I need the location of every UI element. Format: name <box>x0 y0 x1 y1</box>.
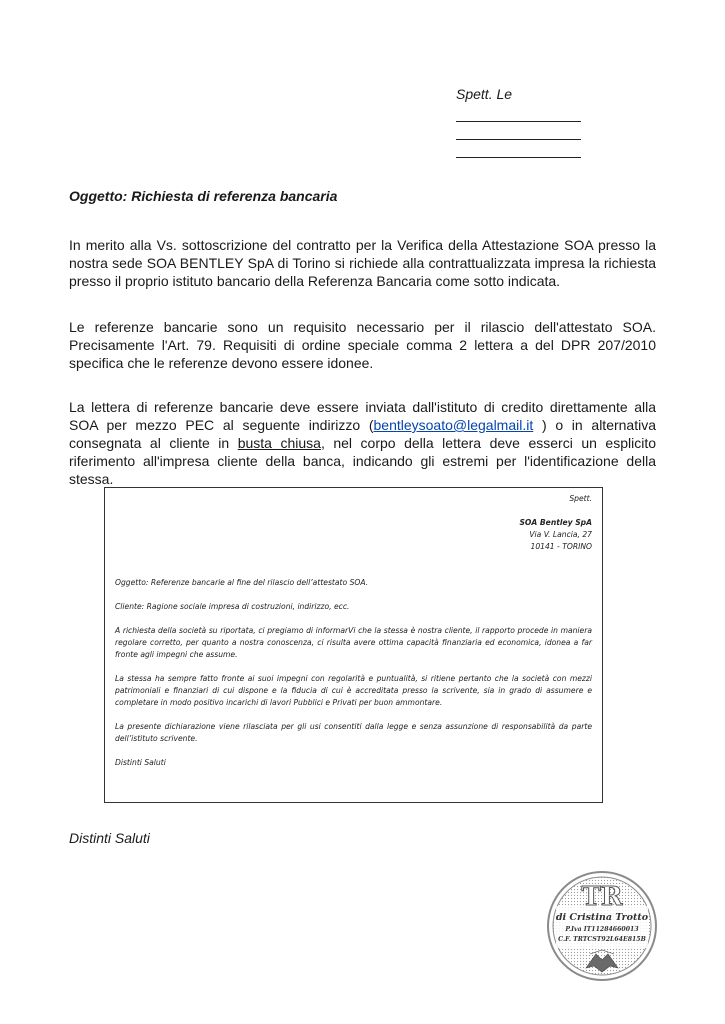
address-line-2 <box>456 122 581 140</box>
delivery-text-2: ) o in alternativa consegnata al cliente in <box>69 417 657 451</box>
template-letter-box <box>104 487 603 803</box>
template-para-1: A richiesta della società su riportata, ci pregiamo di informarVi che la stessa è nostra cliente, il rapporto procede in maniera regolare corretto, per quanto a nostra conoscenza, ci risulta avere ottima capacità finanziaria ed economica, idonea a far fronte agli impegni che assume. <box>115 626 592 659</box>
paragraph-delivery <box>69 398 656 488</box>
delivery-text-1: La lettera di referenze bancarie deve essere inviata dall'istituto di credito direttamente alla SOA per mezzo PEC al seguente indirizzo ( <box>69 399 656 433</box>
company-stamp <box>546 870 658 982</box>
address-line-3 <box>456 140 581 158</box>
stamp-cf: C.F. TRTCST92L64E815B <box>558 936 646 943</box>
address-line-1 <box>456 104 581 122</box>
template-company: SOA Bentley SpA <box>519 518 592 527</box>
template-para-3: La presente dichiarazione viene rilasciata per gli usi consentiti dalla legge e senza assunzione di responsabilità da parte dell’istituto scrivente. <box>115 722 592 743</box>
paragraph-contract: In merito alla Vs. sottoscrizione del contratto per la Verifica della Attestazione SOA presso la nostra sede SOA BENTLEY SpA di Torino si richiede alla contrattualizzata impresa la richiesta presso il proprio istituto bancario della Referenza Bancaria come sotto indicata. <box>69 237 656 289</box>
stamp-monogram: TR <box>581 882 623 912</box>
template-street: Via V. Lancia, 27 <box>529 530 592 539</box>
template-body <box>115 577 592 781</box>
template-oggetto: Oggetto: Referenze bancarie al fine del rilascio dell’attestato SOA. <box>115 578 369 587</box>
sealed-envelope-text: busta chiusa <box>237 435 321 451</box>
delivery-text-3: , nel corpo della lettera deve esserci un esplicito riferimento all'impresa cliente della banca, indicando gli estremi per l'identificazione della stessa. <box>69 435 656 487</box>
paragraph-requirements: Le referenze bancarie sono un requisito necessario per il rilascio dell'attestato SOA. Precisamente l'Art. 79. Requisiti di ordine speciale comma 2 lettera a del DPR 207/2010 specifica che le referenze devono essere idonee. <box>69 319 656 371</box>
template-para-2: La stessa ha sempre fatto fronte ai suoi impegni con regolarità e puntualità, si ritiene pertanto che la società con mezzi patrimoniali e finanziari di cui dispone e la fiducia di cui è accreditata presso la scrivente, sia in grado di assumere e completare in modo positivo incarichi di lavori Pubblici e Privati per buon ammontare. <box>115 674 592 707</box>
stamp-name: di Cristina Trotto <box>555 912 649 923</box>
template-spett: Spett. <box>569 494 592 503</box>
template-cliente: Cliente: Ragione sociale impresa di costruzioni, indirizzo, ecc. <box>115 602 350 611</box>
letter-subject: Oggetto: Richiesta di referenza bancaria <box>69 188 338 204</box>
recipient-block <box>456 86 586 158</box>
letter-closing: Distinti Saluti <box>69 830 150 846</box>
recipient-salutation: Spett. Le <box>456 86 513 102</box>
template-address <box>519 517 592 553</box>
stamp-piva: P.Iva IT11284660013 <box>565 926 639 933</box>
template-city: 10141 - TORINO <box>530 542 592 551</box>
pec-email-link[interactable]: bentleysoato@legalmail.it <box>373 417 534 433</box>
template-closing: Distinti Saluti <box>115 758 166 767</box>
